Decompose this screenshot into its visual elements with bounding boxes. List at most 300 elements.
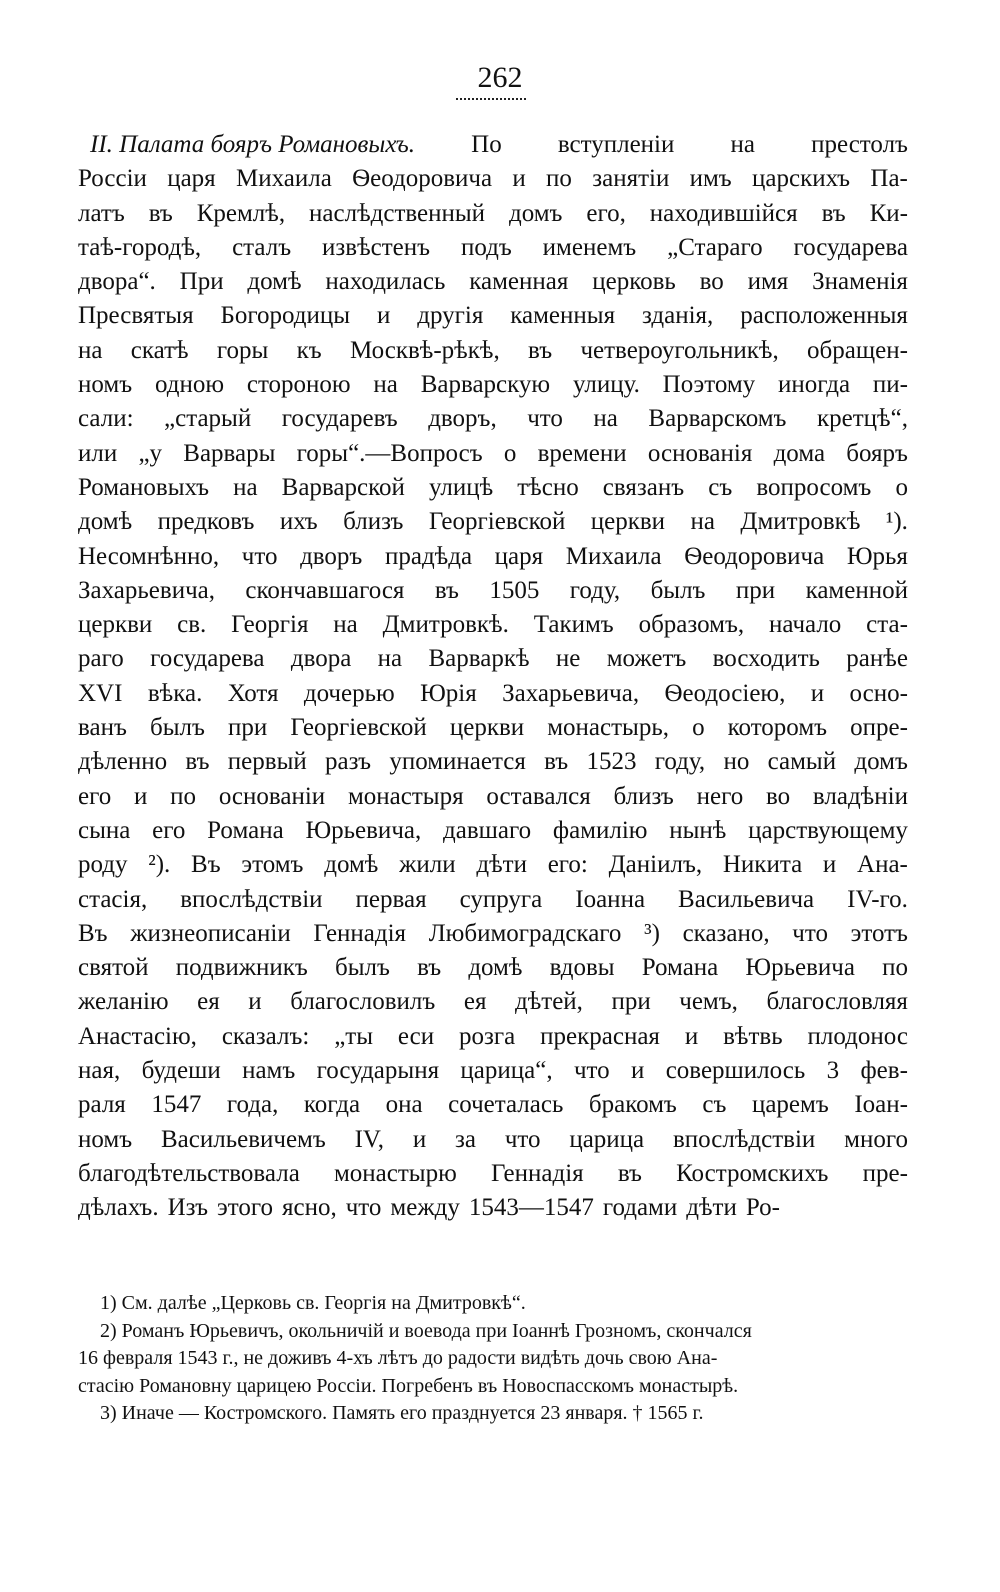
word: связанъ xyxy=(602,473,685,501)
word: осно- xyxy=(849,679,908,707)
word: еси xyxy=(397,1022,435,1050)
word: улицу. xyxy=(572,371,640,399)
word: вступленіи xyxy=(557,131,675,158)
text-line xyxy=(78,883,908,917)
word: Захарьевича, xyxy=(502,679,640,707)
word: раля xyxy=(78,1091,126,1119)
text-line xyxy=(78,814,908,848)
word: 1505 xyxy=(489,576,540,604)
word: церкви xyxy=(78,611,153,639)
text-line xyxy=(78,231,908,265)
word: нынѣ xyxy=(669,816,727,844)
body-text xyxy=(78,128,908,1226)
word: при xyxy=(735,576,776,604)
word: въ xyxy=(417,954,442,982)
word: первая xyxy=(355,885,427,913)
word: имя xyxy=(747,268,789,296)
word: былъ xyxy=(335,954,390,982)
word: роду xyxy=(78,851,128,879)
word: святой xyxy=(78,954,149,982)
word: что xyxy=(527,405,563,433)
word: имъ xyxy=(689,165,732,193)
word: домъ xyxy=(508,199,563,227)
text-line xyxy=(78,608,908,642)
word: благословилъ xyxy=(290,988,436,1016)
text-line xyxy=(78,368,908,402)
word: и xyxy=(512,165,526,193)
word: Ки- xyxy=(869,199,908,227)
word: или xyxy=(78,439,118,467)
word: ³) xyxy=(644,919,660,947)
word: Романа xyxy=(641,954,719,982)
word: При xyxy=(179,268,224,296)
text-line xyxy=(78,128,908,162)
word: пи- xyxy=(872,371,908,399)
word: въ xyxy=(434,576,459,604)
word: Хотя xyxy=(227,679,279,707)
word: Никита xyxy=(722,851,803,879)
word: ихъ xyxy=(279,508,318,536)
word: упоминается xyxy=(389,748,526,776)
word: Георгіевской xyxy=(290,714,427,742)
word: вопросомъ xyxy=(756,473,872,501)
word: зданія, xyxy=(641,302,714,330)
word: сказано, xyxy=(682,919,770,947)
word: впослѣдствіи xyxy=(180,885,323,913)
word: Россіи xyxy=(78,165,147,193)
footnote-line: 2) Романъ Юрьевичъ, окольничій и воевода при Іоаннѣ Грозномъ, скончался xyxy=(100,1319,752,1342)
word: другія xyxy=(417,302,484,330)
word: благословляя xyxy=(766,988,908,1016)
text-line xyxy=(78,162,908,196)
word: Михаила xyxy=(565,542,662,570)
word: таѣ-городѣ, xyxy=(78,233,202,261)
word: Въ xyxy=(191,851,221,879)
word: можетъ xyxy=(606,645,687,673)
word: Пресвятыя xyxy=(78,302,194,330)
word: въ xyxy=(148,199,173,227)
word: Іоан- xyxy=(854,1091,908,1119)
word: образомъ, xyxy=(638,611,745,639)
word: въ xyxy=(821,199,846,227)
word: на xyxy=(690,508,715,536)
word: каменной xyxy=(805,576,908,604)
word: именемъ xyxy=(542,233,637,261)
word: его: xyxy=(547,851,588,879)
word: вѣка. xyxy=(147,679,203,707)
word: давшаго xyxy=(443,816,532,844)
word: времени xyxy=(537,439,627,467)
word: Ѳеодосіею, xyxy=(664,679,786,707)
word: домѣ xyxy=(468,954,523,982)
word: въ xyxy=(528,336,553,364)
word: занятіи xyxy=(592,165,670,193)
word: близъ xyxy=(613,782,674,810)
word: Дмитровкѣ xyxy=(740,508,861,536)
word: фев- xyxy=(860,1057,908,1085)
word: во xyxy=(699,268,724,296)
word: года, xyxy=(226,1091,279,1119)
word: о xyxy=(895,473,908,501)
word: государыня xyxy=(316,1057,440,1085)
footnotes xyxy=(78,1290,908,1428)
word: въ xyxy=(185,748,210,776)
word: Романа xyxy=(207,816,284,844)
word: много xyxy=(844,1125,908,1153)
word: дочерью xyxy=(303,679,395,707)
word: царица xyxy=(569,1125,645,1153)
word: впослѣдствіи xyxy=(672,1125,816,1153)
word: году, xyxy=(654,748,706,776)
word: стороною xyxy=(246,371,351,399)
word: она xyxy=(385,1091,423,1119)
text-line xyxy=(78,711,908,745)
text-line xyxy=(78,985,908,1019)
text-line xyxy=(78,471,908,505)
word: ясно, xyxy=(282,1194,337,1222)
word: Костромскихъ xyxy=(676,1159,829,1187)
word: не xyxy=(555,645,581,673)
word: и xyxy=(134,782,148,810)
word: двора“. xyxy=(78,268,156,296)
word: по xyxy=(170,782,197,810)
word: намъ xyxy=(242,1057,296,1085)
word: сталъ xyxy=(232,233,292,261)
page-number-rule xyxy=(456,98,526,100)
word: Іоанна xyxy=(575,885,646,913)
word: предковъ xyxy=(157,508,255,536)
word: дома xyxy=(773,439,826,467)
word: на xyxy=(373,371,398,399)
word: ста- xyxy=(866,611,908,639)
word: царя xyxy=(167,165,216,193)
word: начало xyxy=(768,611,842,639)
word: Ѳеодоровича xyxy=(684,542,825,570)
word: между xyxy=(390,1194,460,1222)
word: Изъ xyxy=(167,1194,209,1222)
word: былъ xyxy=(149,714,205,742)
word: Юрьевича, xyxy=(305,816,422,844)
text-line xyxy=(78,745,908,779)
word: съ xyxy=(708,473,733,501)
word: и xyxy=(412,1125,427,1153)
word: Васильевичемъ xyxy=(160,1125,326,1153)
word: 1547 xyxy=(151,1091,202,1119)
word: основанія xyxy=(647,439,753,467)
word: IV-го. xyxy=(847,885,908,913)
word: по xyxy=(546,165,572,193)
text-line xyxy=(78,1191,908,1225)
word: монастыря xyxy=(347,782,464,810)
word: церкви xyxy=(449,714,525,742)
word: о xyxy=(692,714,705,742)
word: вѣтвь xyxy=(723,1022,783,1050)
word: этомъ xyxy=(241,851,304,879)
word: одною xyxy=(154,371,225,399)
word: IV, xyxy=(354,1125,385,1153)
word: и xyxy=(684,1022,699,1050)
word: дѣленно xyxy=(78,748,168,776)
word: Дмитровкѣ. xyxy=(382,611,509,639)
word: о xyxy=(503,439,517,467)
word: что xyxy=(573,1057,610,1085)
word: оставался xyxy=(486,782,591,810)
word: ея xyxy=(197,988,220,1016)
word: его xyxy=(78,782,112,810)
footnote-line: 16 февраля 1543 г., не доживъ 4-хъ лѣтъ до радости видѣть дочь свою Ана- xyxy=(78,1347,718,1369)
word: сочеталась xyxy=(448,1091,564,1119)
word: Несомнѣнно, xyxy=(78,542,220,570)
word: расположенныя xyxy=(740,302,908,330)
word: дѣти xyxy=(686,1194,737,1222)
word: находилась xyxy=(325,268,446,296)
word: Геннадія xyxy=(313,919,407,947)
word: ²). xyxy=(148,851,171,879)
word: ная, xyxy=(78,1057,121,1085)
word: Варварскую xyxy=(420,371,551,399)
word: домѣ xyxy=(78,508,133,536)
text-line xyxy=(78,642,908,676)
word: пре- xyxy=(862,1159,908,1187)
word: подъ xyxy=(460,233,512,261)
word: дворъ xyxy=(300,542,363,570)
word: на xyxy=(78,336,103,364)
word: жили xyxy=(399,851,456,879)
word: Москвѣ-рѣкѣ, xyxy=(350,336,500,364)
word: по xyxy=(882,954,908,982)
word: на xyxy=(333,611,358,639)
word: царемъ xyxy=(751,1091,829,1119)
text-line xyxy=(78,917,908,951)
word: Юрьевича xyxy=(745,954,855,982)
word: него xyxy=(696,782,744,810)
word: сына xyxy=(78,816,131,844)
word: въ xyxy=(544,748,569,776)
word: латъ xyxy=(78,199,125,227)
word: церковь xyxy=(592,268,676,296)
word: Варваркѣ xyxy=(428,645,530,673)
text-line xyxy=(78,1123,908,1157)
word: Романовыхъ xyxy=(78,473,210,501)
word: домъ xyxy=(854,748,908,776)
word: его xyxy=(152,816,186,844)
text-line xyxy=(78,402,908,436)
word: что xyxy=(345,1194,382,1222)
word: бракомъ xyxy=(588,1091,677,1119)
word: ея xyxy=(463,988,487,1016)
word: при xyxy=(227,714,268,742)
text-line xyxy=(78,1088,908,1122)
word: 3 xyxy=(826,1057,840,1085)
word: скончавшагося xyxy=(245,576,405,604)
word: иногда xyxy=(777,371,851,399)
word: Ана- xyxy=(857,851,908,879)
page-number: 262 xyxy=(477,61,523,94)
word: XVI xyxy=(78,679,123,707)
text-line xyxy=(78,1054,908,1088)
word: и xyxy=(630,1057,645,1085)
word: въ xyxy=(617,1159,642,1187)
word: прадѣда xyxy=(384,542,473,570)
word: номъ xyxy=(78,1125,133,1153)
word: Юрья xyxy=(846,542,908,570)
word: государевъ xyxy=(281,405,398,433)
word: наслѣдственный xyxy=(309,199,486,227)
word: во xyxy=(766,782,791,810)
word: дѣтей, xyxy=(514,988,583,1016)
word: Кремлѣ, xyxy=(196,199,286,227)
text-line xyxy=(78,437,908,471)
word: Георгія xyxy=(231,611,309,639)
word: обращен- xyxy=(807,336,908,364)
section-heading: II. Палата бояръ Романовыхъ. xyxy=(90,131,416,158)
word: 1523 xyxy=(586,748,637,776)
word: дѣти xyxy=(476,851,527,879)
word: престолъ xyxy=(811,131,908,158)
text-line xyxy=(78,334,908,368)
word: ванъ xyxy=(78,714,127,742)
word: жизнеописаніи xyxy=(130,919,291,947)
word: Богородицы xyxy=(220,302,351,330)
word: супруга xyxy=(459,885,543,913)
word: съ xyxy=(702,1091,727,1119)
word: плодонос xyxy=(807,1022,908,1050)
word: и xyxy=(810,679,825,707)
word: близъ xyxy=(343,508,404,536)
text-line xyxy=(78,574,908,608)
word: „старый xyxy=(164,405,252,433)
word: на xyxy=(377,645,403,673)
word: но xyxy=(723,748,750,776)
word: раго xyxy=(78,645,124,673)
word: домѣ xyxy=(324,851,379,879)
text-line xyxy=(78,197,908,231)
word: Любимоградскаго xyxy=(428,919,622,947)
word: на xyxy=(730,131,755,158)
word: чемъ, xyxy=(679,988,738,1016)
word: Знаменія xyxy=(812,268,908,296)
word: улицѣ xyxy=(428,473,494,501)
text-line xyxy=(78,780,908,814)
word: розга xyxy=(459,1022,516,1050)
word: св. xyxy=(177,611,207,639)
word: прекрасная xyxy=(540,1022,660,1050)
word: горы“.—Вопросъ xyxy=(296,439,483,467)
text-line xyxy=(78,1157,908,1191)
word: и xyxy=(376,302,391,330)
word: горы xyxy=(216,336,269,364)
word: государева xyxy=(150,645,265,673)
word: домѣ xyxy=(247,268,302,296)
word: Па- xyxy=(870,165,908,193)
text-line xyxy=(78,505,908,539)
word: Захарьевича, xyxy=(78,576,215,604)
word: монастырь, xyxy=(547,714,669,742)
word: этого xyxy=(217,1194,273,1222)
word: Геннадія xyxy=(490,1159,584,1187)
word: Юрія xyxy=(420,679,477,707)
word: при xyxy=(611,988,651,1016)
word: и xyxy=(822,851,837,879)
word: „у xyxy=(138,439,163,467)
word: Ѳеодоровича xyxy=(352,165,493,193)
word: Васильевича xyxy=(678,885,815,913)
word: кретцѣ“, xyxy=(816,405,908,433)
word: вдовы xyxy=(549,954,615,982)
word: Даніилъ, xyxy=(608,851,703,879)
word: номъ xyxy=(78,371,133,399)
word: на xyxy=(593,405,618,433)
word: къ xyxy=(296,336,322,364)
text-line xyxy=(78,265,908,299)
word: этотъ xyxy=(850,919,908,947)
word: благодѣтельствовала xyxy=(78,1159,300,1187)
word: что xyxy=(504,1125,541,1153)
word: церкви xyxy=(590,508,666,536)
word: основаніи xyxy=(218,782,326,810)
word: восходить xyxy=(712,645,820,673)
word: Такимъ xyxy=(533,611,614,639)
word: По xyxy=(471,131,502,158)
text-line xyxy=(78,951,908,985)
text-line xyxy=(78,1020,908,1054)
text-line xyxy=(78,540,908,574)
word: фамилію xyxy=(552,816,648,844)
word: Варварской xyxy=(281,473,405,501)
word: совершилось xyxy=(665,1057,806,1085)
word: извѣстенъ xyxy=(322,233,431,261)
word: годами xyxy=(602,1194,678,1222)
word: государева xyxy=(793,233,908,261)
word: Поэтому xyxy=(662,371,756,399)
word: монастырю xyxy=(333,1159,457,1187)
word: царствующему xyxy=(748,816,908,844)
word: подвижникъ xyxy=(175,954,308,982)
word: царя xyxy=(494,542,544,570)
word: Георгіевской xyxy=(428,508,566,536)
word: ранѣе xyxy=(846,645,908,673)
word: 1543—1547 xyxy=(468,1194,594,1222)
footnote-line: стасію Романовну царицею Россіи. Погребенъ въ Новоспасскомъ монастырѣ. xyxy=(78,1374,739,1397)
word: самый xyxy=(767,748,837,776)
word: опре- xyxy=(850,714,908,742)
word: каменная xyxy=(469,268,569,296)
word: Въ xyxy=(78,919,108,947)
footnote-line: 1) См. далѣе „Церковь св. Георгія на Дмитровкѣ“. xyxy=(100,1292,526,1314)
word: разъ xyxy=(325,748,372,776)
word: былъ xyxy=(650,576,706,604)
word: которомъ xyxy=(727,714,828,742)
word: царскихъ xyxy=(752,165,851,193)
text-line xyxy=(78,848,908,882)
word: на xyxy=(233,473,258,501)
word: „Стараго xyxy=(667,233,763,261)
word: каменныя xyxy=(510,302,616,330)
word: Анастасію, xyxy=(78,1022,197,1050)
word: сказалъ: xyxy=(221,1022,310,1050)
word: его, xyxy=(586,199,626,227)
word: находившійся xyxy=(649,199,798,227)
word: году, xyxy=(569,576,621,604)
word: двора xyxy=(290,645,352,673)
text-line xyxy=(78,299,908,333)
word: первый xyxy=(227,748,307,776)
word: будеши xyxy=(141,1057,221,1085)
word: когда xyxy=(303,1091,361,1119)
word: „ты xyxy=(334,1022,374,1050)
word: бояръ xyxy=(846,439,908,467)
word: Варвары xyxy=(183,439,276,467)
